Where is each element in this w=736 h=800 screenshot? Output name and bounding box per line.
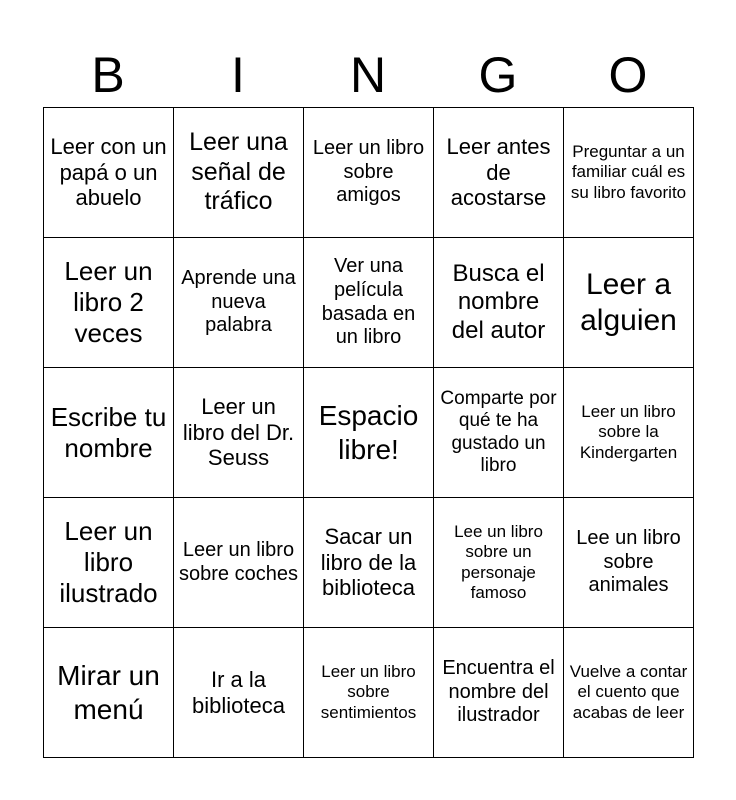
bingo-cell[interactable]: Aprende una nueva palabra bbox=[174, 238, 304, 368]
header-letter-b: B bbox=[91, 47, 125, 103]
header-letter-o: O bbox=[608, 47, 648, 103]
bingo-cell[interactable]: Ver una película basada en un libro bbox=[304, 238, 434, 368]
bingo-cell[interactable]: Mirar un menú bbox=[44, 628, 174, 758]
bingo-cell[interactable]: Leer con un papá o un abuelo bbox=[44, 108, 174, 238]
header-letter-n: N bbox=[349, 47, 387, 103]
bingo-cell[interactable]: Comparte por qué te ha gustado un libro bbox=[434, 368, 564, 498]
bingo-cell[interactable]: Leer un libro sobre coches bbox=[174, 498, 304, 628]
free-space-cell[interactable]: Espacio libre! bbox=[304, 368, 434, 498]
bingo-cell[interactable]: Leer un libro sobre amigos bbox=[304, 108, 434, 238]
bingo-cell[interactable]: Leer un libro 2 veces bbox=[44, 238, 174, 368]
bingo-cell[interactable]: Leer un libro del Dr. Seuss bbox=[174, 368, 304, 498]
header-letter-g: G bbox=[478, 47, 518, 103]
bingo-cell[interactable]: Sacar un libro de la biblioteca bbox=[304, 498, 434, 628]
board-row bbox=[44, 628, 694, 758]
bingo-cell[interactable]: Leer una señal de tráfico bbox=[174, 108, 304, 238]
board-row bbox=[44, 238, 694, 368]
bingo-cell[interactable]: Leer un libro sobre sentimientos bbox=[304, 628, 434, 758]
bingo-header bbox=[43, 44, 693, 106]
bingo-cell[interactable]: Leer a alguien bbox=[564, 238, 694, 368]
bingo-cell[interactable]: Vuelve a contar el cuento que acabas de leer bbox=[564, 628, 694, 758]
bingo-cell[interactable]: Lee un libro sobre animales bbox=[564, 498, 694, 628]
board-row bbox=[44, 368, 694, 498]
bingo-board bbox=[43, 107, 694, 758]
bingo-cell[interactable]: Encuentra el nombre del ilustrador bbox=[434, 628, 564, 758]
header-letter-i: I bbox=[231, 47, 245, 103]
bingo-cell[interactable]: Ir a la biblioteca bbox=[174, 628, 304, 758]
bingo-cell[interactable]: Preguntar a un familiar cuál es su libro favorito bbox=[564, 108, 694, 238]
bingo-cell[interactable]: Leer antes de acostarse bbox=[434, 108, 564, 238]
bingo-cell[interactable]: Busca el nombre del autor bbox=[434, 238, 564, 368]
bingo-cell[interactable]: Lee un libro sobre un personaje famoso bbox=[434, 498, 564, 628]
board-row bbox=[44, 498, 694, 628]
bingo-cell[interactable]: Leer un libro ilustrado bbox=[44, 498, 174, 628]
bingo-cell[interactable]: Escribe tu nombre bbox=[44, 368, 174, 498]
board-row bbox=[44, 108, 694, 238]
bingo-cell[interactable]: Leer un libro sobre la Kindergarten bbox=[564, 368, 694, 498]
